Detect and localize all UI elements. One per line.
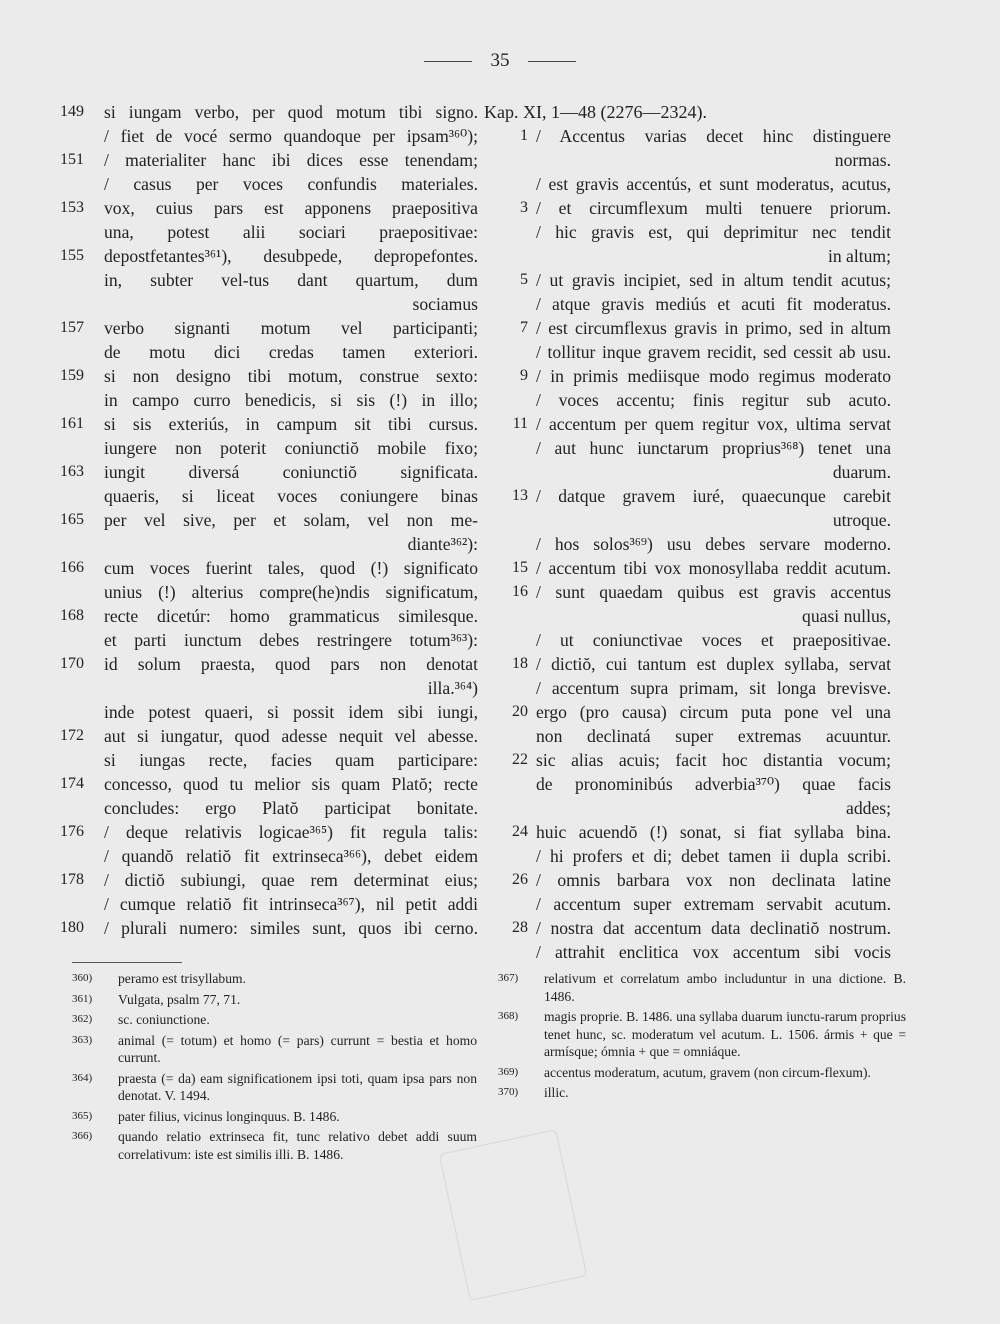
verse-text: non declinatá super extremas acuuntur. xyxy=(536,726,891,746)
page-number: 35 xyxy=(490,50,510,71)
text-line xyxy=(60,580,480,604)
verse-text: / materialiter hanc ibi dices esse tenendam; xyxy=(104,150,478,170)
line-number: 1 xyxy=(520,127,528,144)
verse-text: / datque gravem iuré, quaecunque carebit xyxy=(536,486,891,506)
footnote xyxy=(72,1108,477,1126)
text-line xyxy=(488,436,903,460)
verse-text: si sis exteriús, in campum sit tibi cursus. xyxy=(104,414,478,434)
verse-text: / hos solos³⁶⁹) usu debes servare moderno. xyxy=(536,534,891,554)
line-number: 176 xyxy=(60,823,84,840)
verse-text: / casus per voces confundis materiales. xyxy=(104,174,478,194)
footnote-number: 370) xyxy=(498,1086,519,1098)
text-line xyxy=(488,412,903,436)
verse-text: normas. xyxy=(834,150,891,170)
verse-text: / hic gravis est, qui deprimitur nec tendit xyxy=(536,222,891,242)
line-number: 9 xyxy=(520,367,528,384)
verse-text: quasi nullus, xyxy=(802,606,891,626)
text-line xyxy=(488,124,903,148)
verse-text: / accentum per quem regitur vox, ultima servat xyxy=(536,414,891,434)
footnote-text: animal (= totum) et homo (= pars) currunt = bestia et homo currunt. xyxy=(118,1032,477,1065)
verse-text: addes; xyxy=(846,798,891,818)
line-number: 170 xyxy=(60,655,84,672)
line-number: 15 xyxy=(512,559,528,576)
line-number: 151 xyxy=(60,151,84,168)
verse-text: / tollitur inque gravem recidit, sed cessit ab usu. xyxy=(536,342,891,362)
text-line xyxy=(488,484,903,508)
verse-text: unius (!) alterius compre(he)ndis significatum, xyxy=(104,582,478,602)
line-number: 3 xyxy=(520,199,528,216)
text-line xyxy=(488,652,903,676)
footnotes-right xyxy=(498,970,906,1105)
line-number: 178 xyxy=(60,871,84,888)
text-line xyxy=(60,364,480,388)
line-number: 180 xyxy=(60,919,84,936)
chapter-heading: Kap. XI, 1—48 (2276—2324). xyxy=(484,102,707,122)
text-line xyxy=(488,844,903,868)
verse-text: utroque. xyxy=(832,510,891,530)
text-line xyxy=(60,556,480,580)
verse-text: vox, cuius pars est apponens praepositiva xyxy=(104,198,478,218)
verse-text: illa.³⁶⁴) xyxy=(427,678,478,698)
verse-text: concludes: ergo Platŏ participat bonitate. xyxy=(104,798,478,818)
verse-text: / omnis barbara vox non declinata latine xyxy=(536,870,891,890)
text-line xyxy=(60,244,480,268)
text-line xyxy=(488,388,903,412)
verse-text: / est circumflexus gravis in primo, sed in altum xyxy=(536,318,891,338)
text-line xyxy=(488,364,903,388)
footnote-number: 364) xyxy=(72,1071,93,1084)
verse-text: cum voces fuerint tales, quod (!) significato xyxy=(104,558,478,578)
verse-text: / accentum super extremam servabit acutum. xyxy=(536,894,891,914)
text-line xyxy=(488,316,903,340)
text-line xyxy=(60,340,480,364)
text-line xyxy=(60,772,480,796)
footnote xyxy=(498,1084,906,1102)
verse-text: diante³⁶²): xyxy=(407,534,478,554)
verse-text: / Accentus varias decet hinc distinguere xyxy=(536,126,891,146)
line-number: 172 xyxy=(60,727,84,744)
text-line xyxy=(60,796,480,820)
verse-text: / hi profers et di; debet tamen ii dupla scribi. xyxy=(536,846,891,866)
line-number: 157 xyxy=(60,319,84,336)
text-line xyxy=(60,916,480,940)
verse-text: si iungas recte, facies quam participare: xyxy=(104,750,478,770)
text-line xyxy=(488,820,903,844)
verse-text: / attrahit enclitica vox accentum sibi vocis xyxy=(536,942,891,962)
verse-text: / est gravis accentús, et sunt moderatus, acutus, xyxy=(536,174,891,194)
footnote-number: 361) xyxy=(72,992,93,1005)
footnote-number: 362) xyxy=(72,1013,93,1025)
text-line xyxy=(60,172,480,196)
line-number: 18 xyxy=(512,655,528,672)
verse-text: / ut coniunctivae voces et praepositivae. xyxy=(536,630,891,650)
footnote xyxy=(498,1064,906,1082)
verse-text: / sunt quaedam quibus est gravis accentus xyxy=(536,582,891,602)
text-line xyxy=(488,580,903,604)
text-line xyxy=(488,196,903,220)
verse-text: / in primis mediisque modo regimus moderato xyxy=(536,366,891,386)
text-line xyxy=(488,172,903,196)
verse-text: / accentum supra primam, sit longa brevisve. xyxy=(536,678,891,698)
verse-text: / fiet de vocé sermo quandoque per ipsam³⁶⁰); xyxy=(104,126,478,146)
line-number: 168 xyxy=(60,607,84,624)
header-rule-left xyxy=(424,61,472,62)
verse-text: sociamus xyxy=(412,294,478,314)
verse-text: / ut gravis incipiet, sed in altum tendit acutus; xyxy=(536,270,891,290)
text-line xyxy=(60,196,480,220)
footnote-number: 366) xyxy=(72,1130,93,1142)
line-number: 153 xyxy=(60,199,84,216)
text-line xyxy=(60,292,480,316)
text-line xyxy=(60,676,480,700)
text-line xyxy=(60,148,480,172)
text-line xyxy=(488,628,903,652)
line-number: 155 xyxy=(60,247,84,264)
right-text-column xyxy=(484,100,903,964)
text-line xyxy=(60,436,480,460)
text-line xyxy=(60,508,480,532)
line-number: 7 xyxy=(520,319,528,336)
text-line xyxy=(488,508,903,532)
left-text-column xyxy=(60,100,480,940)
footnote-text: peramo est trisyllabum. xyxy=(118,971,246,986)
text-line xyxy=(60,724,480,748)
footnote xyxy=(72,970,477,988)
text-line xyxy=(488,460,903,484)
verse-text: / dictiŏ, cui tantum est duplex syllaba, servat xyxy=(536,654,891,674)
line-number: 28 xyxy=(512,919,528,936)
text-line xyxy=(488,292,903,316)
text-line xyxy=(60,748,480,772)
verse-text: / nostra dat accentum data declinatiŏ nostrum. xyxy=(536,918,891,938)
text-line xyxy=(488,796,903,820)
text-line xyxy=(488,268,903,292)
page-header xyxy=(0,50,1000,74)
footnote-text: relativum et correlatum ambo includuntur in una dictione. B. 1486. xyxy=(544,971,906,1004)
line-number: 163 xyxy=(60,463,84,480)
footnote xyxy=(72,1070,477,1105)
line-number: 24 xyxy=(512,823,528,840)
text-line xyxy=(60,124,480,148)
text-line xyxy=(488,916,903,940)
verse-text: duarum. xyxy=(832,462,891,482)
text-line xyxy=(60,388,480,412)
footnote-text: Vulgata, psalm 77, 71. xyxy=(118,991,241,1007)
text-line xyxy=(60,820,480,844)
text-line xyxy=(484,100,903,124)
verse-text: aut si iungatur, quod adesse nequit vel abesse. xyxy=(104,726,478,746)
text-line xyxy=(60,892,480,916)
line-number: 26 xyxy=(512,871,528,888)
line-number: 13 xyxy=(512,487,528,504)
text-line xyxy=(60,604,480,628)
verse-text: in campo curro benedicis, si sis (!) in illo; xyxy=(104,390,478,410)
text-line xyxy=(60,484,480,508)
text-line xyxy=(488,148,903,172)
text-line xyxy=(488,604,903,628)
text-line xyxy=(60,268,480,292)
text-line xyxy=(60,652,480,676)
footnote-text: quando relatio extrinseca fit, tunc relativo debet addi suum correlativum: iste est similis illi. B. 1486. xyxy=(118,1129,477,1162)
footnote-number: 360) xyxy=(72,972,93,984)
footnote-number: 369) xyxy=(498,1065,519,1078)
library-stamp xyxy=(439,1129,588,1301)
text-line xyxy=(488,748,903,772)
verse-text: / plurali numero: similes sunt, quos ibi cerno. xyxy=(104,918,478,938)
text-line xyxy=(60,868,480,892)
verse-text: per vel sive, per et solam, vel non me- xyxy=(104,510,478,530)
footnote-number: 365) xyxy=(72,1109,93,1122)
footnote xyxy=(72,1128,477,1163)
line-number: 16 xyxy=(512,583,528,600)
line-number: 161 xyxy=(60,415,84,432)
verse-text: / cumque relatiŏ fit intrinseca³⁶⁷), nil petit addi xyxy=(104,894,478,914)
verse-text: / quandŏ relatiŏ fit extrinseca³⁶⁶), debet eidem xyxy=(104,846,478,866)
line-number: 166 xyxy=(60,559,84,576)
verse-text: et parti iunctum debes restringere totum³⁶³): xyxy=(104,630,478,650)
line-number: 174 xyxy=(60,775,84,792)
text-line xyxy=(60,844,480,868)
verse-text: id solum praesta, quod pars non denotat xyxy=(104,654,478,674)
footnotes-left xyxy=(72,970,477,1166)
text-line xyxy=(488,940,903,964)
text-line xyxy=(488,892,903,916)
line-number: 165 xyxy=(60,511,84,528)
footnote-text: sc. coniunctione. xyxy=(118,1012,210,1027)
verse-text: iungere non poterit coniunctiŏ mobile fixo; xyxy=(104,438,478,458)
verse-text: inde potest quaeri, si possit idem sibi iungi, xyxy=(104,702,478,722)
verse-text: / atque gravis mediús et acuti fit moderatus. xyxy=(536,294,891,314)
text-line xyxy=(60,316,480,340)
text-line xyxy=(488,244,903,268)
verse-text: / et circumflexum multi tenuere priorum. xyxy=(536,198,891,218)
text-line xyxy=(488,340,903,364)
verse-text: huic acuendŏ (!) sonat, si fiat syllaba bina. xyxy=(536,822,891,842)
footnote-number: 367) xyxy=(498,972,519,984)
header-rule-right xyxy=(528,61,576,62)
verse-text: si non designo tibi motum, construe sexto: xyxy=(104,366,478,386)
footnote xyxy=(72,1032,477,1067)
verse-text: / deque relativis logicae³⁶⁵) fit regula talis: xyxy=(104,822,478,842)
verse-text: recte dicetúr: homo grammaticus similesque. xyxy=(104,606,478,626)
verse-text: ergo (pro causa) circum puta pone vel una xyxy=(536,702,891,722)
text-line xyxy=(488,556,903,580)
line-number: 20 xyxy=(512,703,528,720)
footnote-text: pater filius, vicinus longinquus. B. 1486. xyxy=(118,1108,340,1124)
line-number: 159 xyxy=(60,367,84,384)
footnote-number: 363) xyxy=(72,1033,93,1046)
footnote-text: illic. xyxy=(544,1085,569,1100)
text-line xyxy=(60,460,480,484)
verse-text: si iungam verbo, per quod motum tibi signo. xyxy=(104,102,478,122)
footnote-text: magis proprie. B. 1486. una syllaba duarum iunctu-rarum proprius tenet hunc, sc. moderatum vel acutum. L. 1506. ármis + que = armísque; ómnia + que = omniáque. xyxy=(544,1009,906,1059)
line-number: 11 xyxy=(512,415,528,432)
text-line xyxy=(60,700,480,724)
verse-text: verbo signanti motum vel participanti; xyxy=(104,318,478,338)
verse-text: / dictiŏ subiungi, quae rem determinat eius; xyxy=(104,870,478,890)
text-line xyxy=(488,532,903,556)
verse-text: depostfetantes³⁶¹), desubpede, depropefontes. xyxy=(104,246,478,266)
text-line xyxy=(60,100,480,124)
verse-text: in altum; xyxy=(827,246,891,266)
text-line xyxy=(488,772,903,796)
verse-text: / accentum tibi vox monosyllaba reddit acutum. xyxy=(536,558,891,578)
footnote xyxy=(498,1008,906,1061)
line-number: 149 xyxy=(60,103,84,120)
text-line xyxy=(488,868,903,892)
text-line xyxy=(60,412,480,436)
footnote-text: accentus moderatum, acutum, gravem (non circum-flexum). xyxy=(544,1064,871,1080)
verse-text: quaeris, si liceat voces coniungere binas xyxy=(104,486,478,506)
verse-text: iungit diversá coniunctiŏ significata. xyxy=(104,462,478,482)
footnote xyxy=(498,970,906,1005)
verse-text: / voces accentu; finis regitur sub acuto. xyxy=(536,390,891,410)
text-line xyxy=(60,220,480,244)
footnote-divider xyxy=(72,962,182,963)
text-line xyxy=(488,220,903,244)
verse-text: concesso, quod tu melior sis quam Platŏ; recte xyxy=(104,774,478,794)
verse-text: una, potest alii sociari praepositivae: xyxy=(104,222,478,242)
footnote xyxy=(72,1011,477,1029)
verse-text: de pronominibús adverbia³⁷⁰) quae facis xyxy=(536,774,891,794)
text-line xyxy=(60,532,480,556)
text-line xyxy=(488,724,903,748)
line-number: 5 xyxy=(520,271,528,288)
text-line xyxy=(60,628,480,652)
line-number: 22 xyxy=(512,751,528,768)
footnote-number: 368) xyxy=(498,1010,519,1022)
text-line xyxy=(488,700,903,724)
verse-text: de motu dici credas tamen exteriori. xyxy=(104,342,478,362)
verse-text: sic alias acuis; facit hoc distantia vocum; xyxy=(536,750,891,770)
verse-text: / aut hunc iunctarum proprius³⁶⁸) tenet una xyxy=(536,438,891,458)
text-line xyxy=(488,676,903,700)
verse-text: in, subter vel-tus dant quartum, dum xyxy=(104,270,478,290)
footnote-text: praesta (= da) eam significationem ipsi toti, quam ipsa pars non denotat. V. 1494. xyxy=(118,1070,477,1103)
footnote xyxy=(72,991,477,1009)
